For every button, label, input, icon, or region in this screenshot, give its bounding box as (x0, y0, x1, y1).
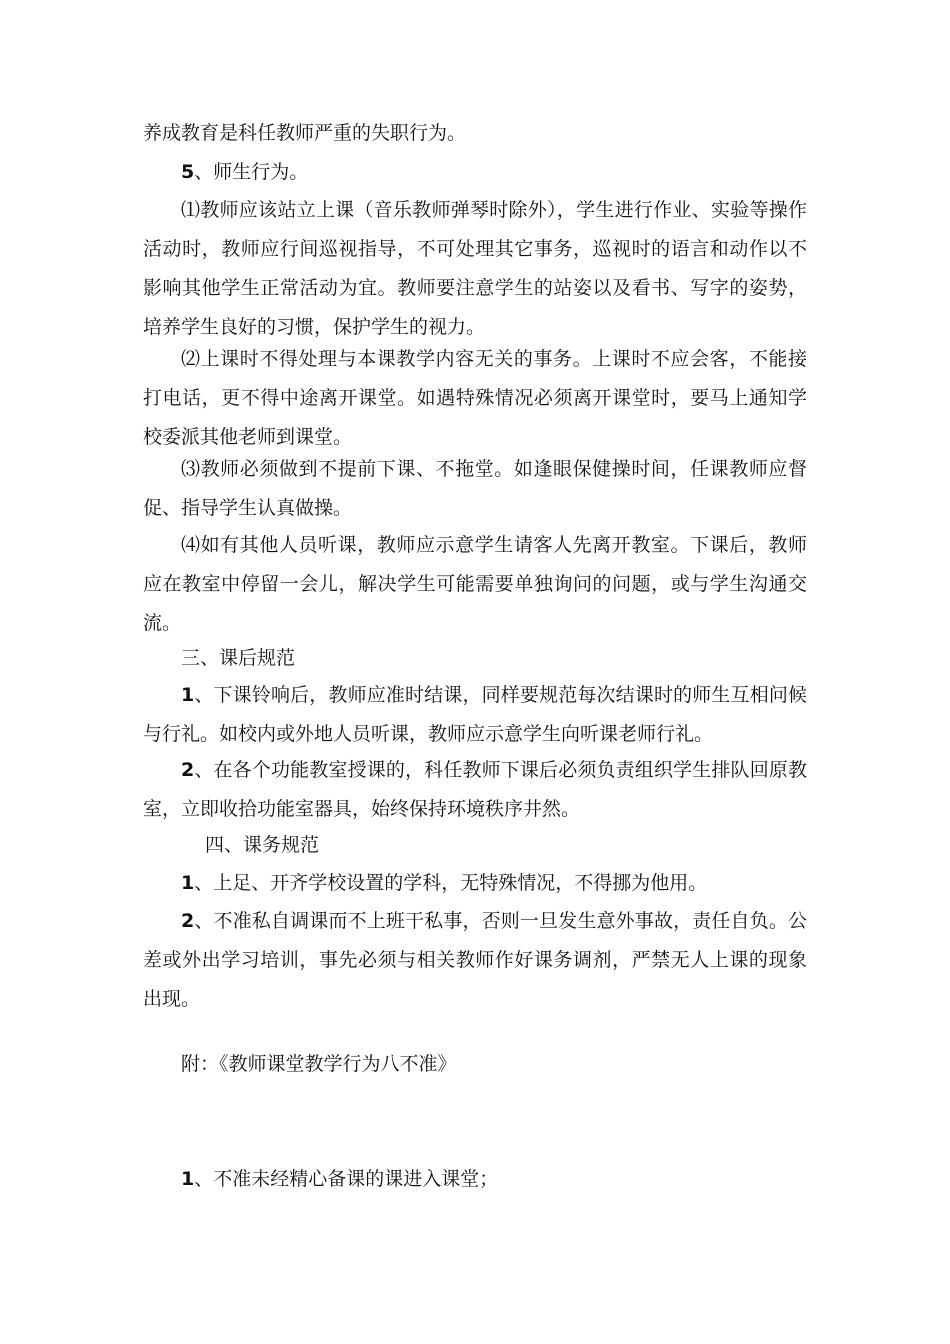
section-number: 5 (181, 161, 195, 183)
section-4-item-1 (143, 864, 807, 903)
rule-1 (143, 1160, 807, 1199)
item-text: 、上足、开齐学校设置的学科，无特殊情况，不得挪为他用。 (194, 872, 708, 894)
rule-number: 1 (181, 1168, 195, 1190)
item-2-paragraph: ⑵上课时不得处理与本课教学内容无关的事务。上课时不应会客，不能接打电话，更不得中途离开课堂。如遇特殊情况必须离开课堂时，要马上通知学校委派其他老师到课堂。 (143, 348, 807, 448)
item-4-paragraph: ⑷如有其他人员听课，教师应示意学生请客人先离开教室。下课后，教师应在教室中停留一会儿，解决学生可能需要单独询问的问题，或与学生沟通交流。 (143, 534, 807, 634)
item-text: 、不准私自调课而不上班干私事，否则一旦发生意外事故，责任自负。公差或外出学习培训，事先必须与相关教师作好课务调剂，严禁无人上课的现象出现。 (143, 910, 807, 1010)
appendix-title: 附：《教师课堂教学行为八不准》 (181, 1053, 457, 1075)
item-number: 2 (181, 759, 195, 781)
section-text: 、师生行为。 (194, 161, 309, 183)
section-3-heading: 三、课后规范 (181, 647, 296, 669)
item-number: 2 (181, 910, 195, 932)
paragraph-continuation: 养成教育是科任教师严重的失职行为。 (143, 122, 467, 144)
item-text: 、在各个功能教室授课的，科任教师下课后必须负责组织学生排队回原教室，立即收拾功能室器具，始终保持环境秩序井然。 (143, 759, 807, 820)
section-5-title (143, 153, 807, 192)
item-text: 、下课铃响后，教师应准时结课，同样要规范每次结课时的师生互相问候与行礼。如校内或外地人员听课，教师应示意学生向听课老师行礼。 (143, 684, 807, 745)
item-number: 1 (181, 684, 195, 706)
item-number: 1 (181, 872, 195, 894)
section-4-heading: 四、课务规范 (205, 834, 320, 856)
section-3-item-2 (143, 751, 807, 829)
section-4-item-2 (143, 902, 807, 1019)
rule-text: 、不准未经精心备课的课进入课堂； (194, 1168, 499, 1190)
section-3-item-1 (143, 676, 807, 754)
item-1-paragraph: ⑴教师应该站立上课（音乐教师弹琴时除外），学生进行作业、实验等操作活动时，教师应行间巡视指导，不可处理其它事务，巡视时的语言和动作以不影响其他学生正常活动为宜。教师要注意学生的站姿以及看书、写字的姿势，培养学生良好的习惯，保护学生的视力。 (143, 199, 807, 338)
item-3-paragraph: ⑶教师必须做到不提前下课、不拖堂。如逢眼保健操时间，任课教师应督促、指导学生认真做操。 (143, 458, 807, 519)
